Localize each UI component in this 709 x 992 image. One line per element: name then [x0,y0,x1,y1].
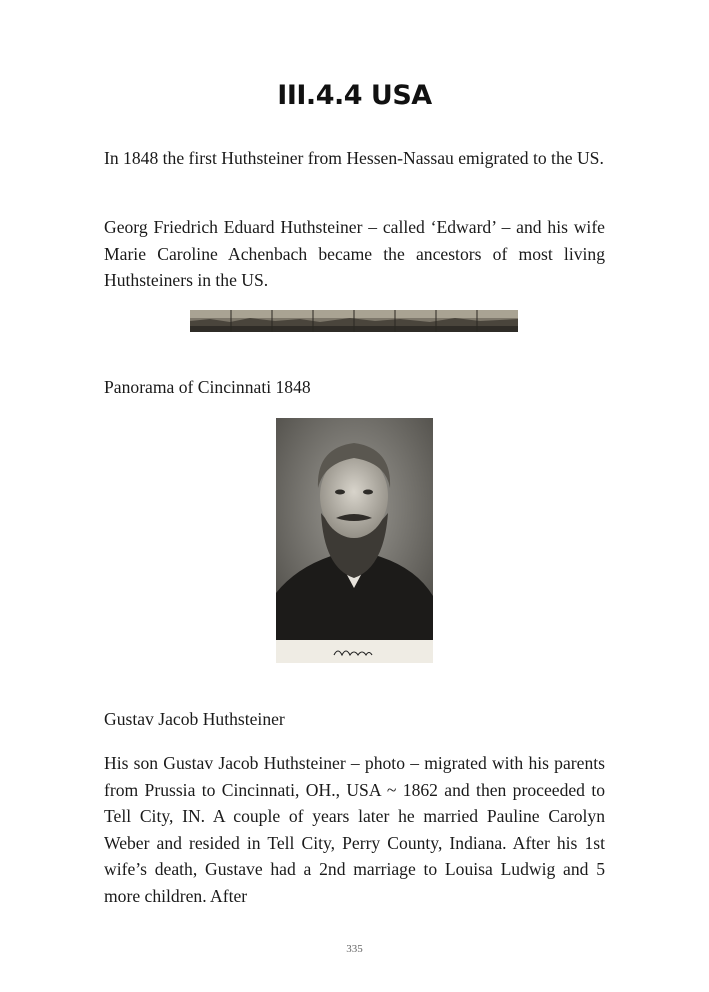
paragraph-emigration: In 1848 the first Huthsteiner from Hessen-Nassau emigrated to the US. [104,148,604,168]
portrait-image [276,418,433,663]
panorama-caption: Panorama of Cincinnati 1848 [104,377,311,397]
section-heading: III.4.4 USA [277,80,432,111]
page-number: 335 [346,943,363,955]
portrait-photo [276,418,433,663]
portrait-caption: Gustav Jacob Huthsteiner [104,709,285,729]
paragraph-ancestors: Georg Friedrich Eduard Huthsteiner – called ‘Edward’ – and his wife Marie Caroline Achenbach became the ancestors of most living Huthsteiners in the US. [104,217,605,290]
paragraph-son: His son Gustav Jacob Huthsteiner – photo – migrated with his parents from Prussia to Cincinnati, OH., USA ~ 1862 and then proceeded to Tell City, IN. A couple of years later he married Pauline Carolyn Weber and resided in Tell City, Perry County, Indiana. After his 1st wife’s death, Gustave had a 2nd marriage to Louisa Ludwig and 5 more children. After [104,753,605,906]
panorama-image [190,310,518,332]
panorama-city-image [190,310,518,332]
